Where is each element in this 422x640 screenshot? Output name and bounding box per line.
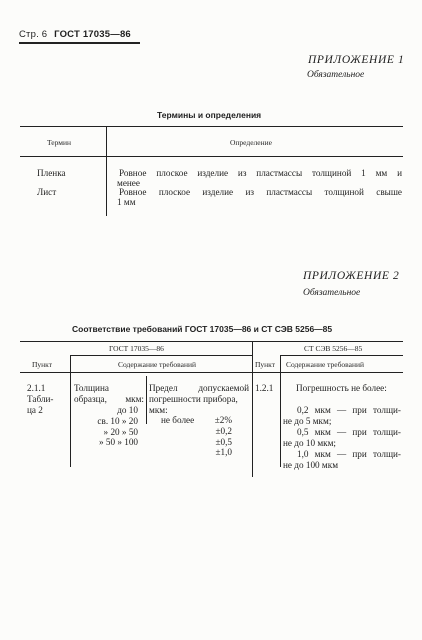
standard-code: ГОСТ 17035—86 bbox=[54, 29, 131, 40]
table2-col-requirements: Содержание требований bbox=[286, 360, 364, 369]
table2-thickness-label: Толщина образца, мкм: bbox=[74, 383, 144, 404]
table2-left-punkt: 2.1.1 Табли- ца 2 bbox=[27, 383, 54, 415]
table2-tolerance-not-more: не более bbox=[161, 415, 195, 425]
table1-row-definition: Ровное плоское изделие из пластмассы толщиной свыше bbox=[119, 187, 402, 197]
table2-right-item: 1,0 мкм — при толщи- не до 100 мкм bbox=[283, 449, 401, 470]
table2-col-punkt: Пункт bbox=[255, 360, 276, 369]
table1-row-definition-cont: менее bbox=[117, 178, 140, 188]
table2-group-st-sev: СТ СЭВ 5256—85 bbox=[304, 344, 363, 353]
table2-tolerance-label: Предел допускаемой погрешности прибора, мкм: bbox=[149, 383, 249, 415]
table2-col-punkt: Пункт bbox=[32, 360, 53, 369]
table2-right-lead: Погрешность не более: bbox=[296, 383, 387, 393]
table1-row-definition-cont: 1 мм bbox=[117, 197, 136, 207]
appendix2-section-title: Соответствие требований ГОСТ 17035—86 и СТ СЭВ 5256—85 bbox=[72, 324, 333, 334]
table2-right-item: 0,5 мкм — при толщи- не до 10 мкм; bbox=[283, 427, 401, 448]
table2-thickness-values: до 10 св. 10 » 20 » 20 » 50 » 50 » 100 bbox=[97, 405, 138, 448]
table2-col-divider bbox=[146, 376, 147, 424]
page-number: Стр. 6 bbox=[19, 29, 48, 40]
table2-tolerance-values: ±2% ±0,2 ±0,5 ±1,0 bbox=[214, 415, 232, 458]
table1-col-definition: Определение bbox=[230, 138, 272, 147]
table1-header-rule bbox=[20, 156, 403, 157]
table2-top-rule bbox=[20, 341, 403, 342]
table2-right-item: 0,2 мкм — при толщи- не до 5 мкм; bbox=[283, 405, 401, 426]
header-rule bbox=[19, 42, 140, 44]
table2-group-divider bbox=[252, 341, 253, 477]
appendix1-subtitle: Обязательное bbox=[307, 70, 365, 80]
table2-col-divider bbox=[280, 355, 281, 467]
table2-group-rule bbox=[70, 355, 252, 356]
table1-row-definition: Ровное плоское изделие из пластмассы толщиной 1 мм и bbox=[119, 168, 402, 178]
table2-header-rule bbox=[20, 372, 403, 373]
table1-col-term: Термин bbox=[47, 138, 72, 147]
table2-group-gost: ГОСТ 17035—86 bbox=[109, 344, 164, 353]
table2-group-rule bbox=[280, 355, 403, 356]
appendix1-title: ПРИЛОЖЕНИЕ 1 bbox=[308, 54, 405, 66]
table2-right-punkt: 1.2.1 bbox=[255, 383, 274, 393]
table2-col-divider bbox=[70, 355, 71, 467]
appendix2-subtitle: Обязательное bbox=[303, 288, 361, 298]
table1-top-rule bbox=[20, 126, 403, 127]
table2-col-requirements: Содержание требований bbox=[118, 360, 196, 369]
table1-row-term: Лист bbox=[37, 187, 57, 197]
appendix2-title: ПРИЛОЖЕНИЕ 2 bbox=[303, 270, 400, 282]
running-header bbox=[19, 29, 131, 40]
appendix1-section-title: Термины и определения bbox=[157, 110, 262, 120]
table1-col-divider bbox=[106, 126, 107, 216]
table1-row-term: Пленка bbox=[37, 168, 66, 178]
